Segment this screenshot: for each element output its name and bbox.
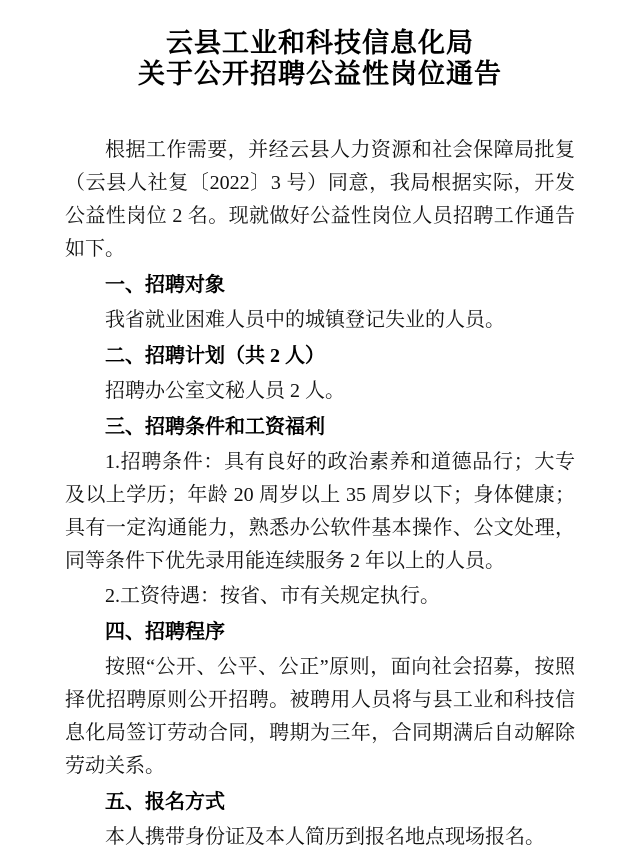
- section-2-heading: 二、招聘计划（共 2 人）: [105, 345, 325, 367]
- section-recruitment-procedure: [65, 616, 575, 783]
- section-recruitment-plan: [65, 340, 575, 408]
- section-3-paragraph-2: 2.工资待遇：按省、市有关规定执行。: [105, 585, 440, 607]
- section-3-paragraph-1: 1.招聘条件：具有良好的政治素养和道德品行；大专及以上学历；年龄 20 周岁以上 35 周岁以下；身体健康；具有一定沟通能力，熟悉办公软件基本操作、公文处理，同等条件下优先录用能连续服务 2 年以上的人员。: [65, 451, 575, 572]
- intro-paragraph: 根据工作需要，并经云县人力资源和社会保障局批复（云县人社复〔2022〕3 号）同意，我局根据实际，开发公益性岗位 2 名。现就做好公益性岗位人员招聘工作通告如下。: [65, 139, 575, 260]
- document-title-line2: 关于公开招聘公益性岗位通告: [138, 59, 502, 89]
- section-conditions-and-pay: [65, 411, 575, 613]
- section-4-heading: 四、招聘程序: [105, 621, 225, 643]
- section-3-heading: 三、招聘条件和工资福利: [105, 416, 325, 438]
- section-1-heading: 一、招聘对象: [105, 274, 225, 296]
- document-title-line1: 云县工业和科技信息化局: [166, 28, 474, 58]
- section-2-paragraph-1: 招聘办公室文秘人员 2 人。: [105, 380, 345, 402]
- section-recruitment-targets: [65, 269, 575, 337]
- document-title: [65, 28, 575, 90]
- section-5-paragraph-1: 本人携带身份证及本人简历到报名地点现场报名。: [105, 826, 545, 848]
- section-4-paragraph-1: 按照“公开、公平、公正”原则，面向社会招募，按照择优招聘原则公开招聘。被聘用人员将与县工业和科技信息化局签订劳动合同，聘期为三年，合同期满后自动解除劳动关系。: [65, 656, 575, 777]
- section-5-heading: 五、报名方式: [105, 791, 225, 813]
- section-1-paragraph-1: 我省就业困难人员中的城镇登记失业的人员。: [105, 309, 505, 331]
- section-registration-method: [65, 786, 575, 854]
- document-body: [65, 134, 575, 854]
